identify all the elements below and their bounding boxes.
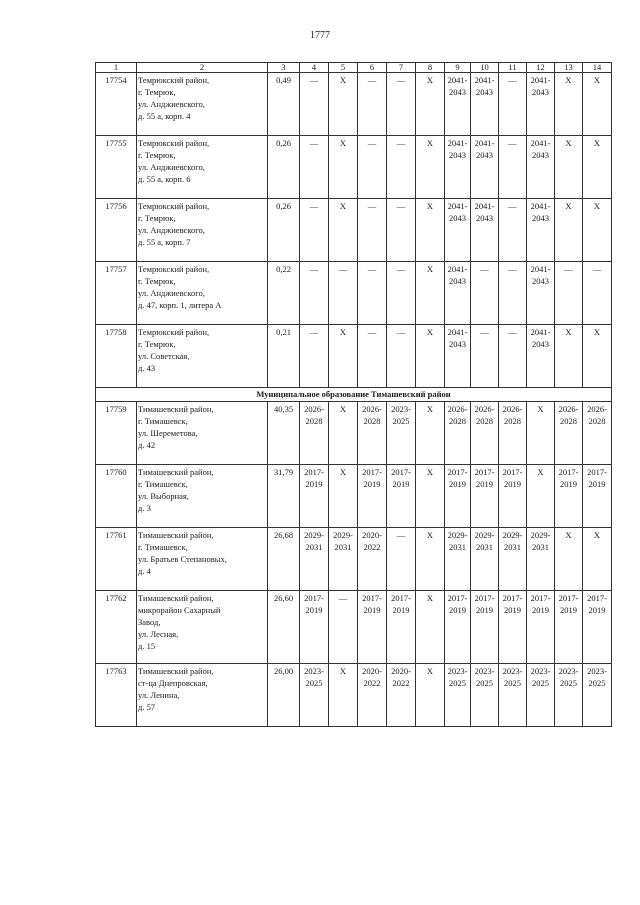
value-cell: — [499,262,527,325]
area-cell: 31,79 [268,465,300,528]
value-cell: — [387,325,416,388]
value-cell: 2017-2019 [471,465,499,528]
address-line: ул. Выборная, [138,491,189,501]
address-line: д. 15 [138,641,156,651]
column-header: 1 [96,63,137,73]
value-cell: 2017-2019 [445,591,471,664]
address-line: ул. Анджиевского, [138,99,205,109]
value-cell: 2017-2019 [471,591,499,664]
column-header: 10 [471,63,499,73]
column-header: 9 [445,63,471,73]
value-cell: — [300,262,329,325]
row-number: 17763 [96,664,137,727]
address-line: г. Тимашевск, [138,542,188,552]
value-cell: X [583,136,612,199]
row-number: 17762 [96,591,137,664]
value-cell: — [387,199,416,262]
column-header: 13 [555,63,583,73]
address-line: г. Тимашевск, [138,416,188,426]
value-cell: X [416,591,445,664]
value-cell: X [329,325,358,388]
section-row [96,388,612,402]
value-cell: 2026-2028 [358,402,387,465]
address-cell [137,465,268,528]
address-line: д. 47, корп. 1, литера А [138,300,222,310]
address-line: ул. Шереметова, [138,428,198,438]
address-line: Тимашевский район, [138,530,214,540]
value-cell: — [387,73,416,136]
value-cell: X [329,199,358,262]
address-cell [137,325,268,388]
value-cell: 2023-2025 [300,664,329,727]
row-number: 17756 [96,199,137,262]
table-row [96,664,612,727]
value-cell: — [358,136,387,199]
value-cell: X [555,73,583,136]
address-line: Тимашевский район, [138,404,214,414]
address-line: г. Темрюк, [138,150,176,160]
register-table [95,62,612,727]
column-header: 8 [416,63,445,73]
value-cell: X [583,528,612,591]
value-cell: — [300,325,329,388]
value-cell: X [555,325,583,388]
address-line: микрорайон Сахарный [138,605,221,615]
address-cell [137,528,268,591]
address-line: г. Темрюк, [138,339,176,349]
value-cell: X [555,136,583,199]
area-cell: 26,00 [268,664,300,727]
value-cell: — [499,136,527,199]
row-number: 17760 [96,465,137,528]
address-line: г. Темрюк, [138,276,176,286]
value-cell: 2017-2019 [387,465,416,528]
address-line: ул. Советская, [138,351,190,361]
address-cell [137,664,268,727]
value-cell: X [583,73,612,136]
address-line: д. 55 а, корп. 7 [138,237,191,247]
table-row [96,402,612,465]
value-cell: 2041-2043 [445,136,471,199]
value-cell: X [416,262,445,325]
value-cell: X [555,528,583,591]
value-cell: X [416,136,445,199]
value-cell: 2041-2043 [445,325,471,388]
area-cell: 40,35 [268,402,300,465]
value-cell: X [416,199,445,262]
address-line: Темрюкский район, [138,75,210,85]
value-cell: — [387,262,416,325]
value-cell: 2029-2031 [300,528,329,591]
address-cell [137,402,268,465]
table-row [96,465,612,528]
value-cell: 2041-2043 [471,136,499,199]
address-line: д. 55 а, корп. 6 [138,174,191,184]
value-cell: — [499,73,527,136]
table-row [96,262,612,325]
value-cell: X [329,664,358,727]
value-cell: X [329,402,358,465]
column-number-row [96,63,612,73]
area-cell: 0,26 [268,199,300,262]
value-cell: 2029-2031 [527,528,555,591]
value-cell: 2017-2019 [358,465,387,528]
value-cell: 2041-2043 [527,325,555,388]
address-line: д. 3 [138,503,151,513]
area-cell: 26,68 [268,528,300,591]
column-header: 6 [358,63,387,73]
value-cell: X [583,199,612,262]
address-line: ул. Ленина, [138,690,180,700]
row-number: 17754 [96,73,137,136]
value-cell: 2026-2028 [445,402,471,465]
value-cell: — [387,528,416,591]
value-cell: X [329,465,358,528]
value-cell: — [387,136,416,199]
value-cell: X [329,136,358,199]
value-cell: 2017-2019 [499,591,527,664]
value-cell: X [416,325,445,388]
address-line: Завод, [138,617,161,627]
address-line: г. Темрюк, [138,87,176,97]
value-cell: 2041-2043 [445,262,471,325]
value-cell: — [358,199,387,262]
value-cell: 2017-2019 [300,465,329,528]
value-cell: — [358,73,387,136]
value-cell: 2023-2025 [555,664,583,727]
value-cell: 2041-2043 [527,199,555,262]
value-cell: 2017-2019 [583,465,612,528]
value-cell: X [555,199,583,262]
value-cell: 2029-2031 [499,528,527,591]
column-header: 4 [300,63,329,73]
area-cell: 0,49 [268,73,300,136]
column-header: 14 [583,63,612,73]
value-cell: 2026-2028 [471,402,499,465]
address-line: Темрюкский район, [138,327,210,337]
value-cell: X [416,402,445,465]
page-number: 1777 [310,30,330,41]
address-cell [137,136,268,199]
value-cell: 2017-2019 [555,465,583,528]
section-title: Муниципальное образование Тимашевский район [96,388,612,402]
column-header: 3 [268,63,300,73]
address-line: Тимашевский район, [138,666,214,676]
address-line: Тимашевский район, [138,467,214,477]
value-cell: X [416,465,445,528]
row-number: 17757 [96,262,137,325]
address-cell [137,591,268,664]
table-row [96,73,612,136]
address-cell [137,199,268,262]
value-cell: — [471,262,499,325]
value-cell: 2026-2028 [300,402,329,465]
address-line: ул. Анджиевского, [138,162,205,172]
table-row [96,591,612,664]
area-cell: 26,60 [268,591,300,664]
value-cell: 2017-2019 [445,465,471,528]
value-cell: 2041-2043 [527,136,555,199]
address-line: д. 43 [138,363,156,373]
value-cell: 2017-2019 [583,591,612,664]
value-cell: 2023-2025 [387,402,416,465]
table-row [96,528,612,591]
address-line: Темрюкский район, [138,201,210,211]
address-line: ул. Братьев Степановых, [138,554,227,564]
address-line: ст-ца Днепровская, [138,678,208,688]
value-cell: 2023-2025 [583,664,612,727]
value-cell: X [416,528,445,591]
row-number: 17761 [96,528,137,591]
row-number: 17755 [96,136,137,199]
value-cell: 2023-2025 [445,664,471,727]
table-row [96,325,612,388]
value-cell: — [329,591,358,664]
address-line: г. Тимашевск, [138,479,188,489]
address-line: д. 57 [138,702,156,712]
value-cell: — [300,199,329,262]
table-row [96,199,612,262]
value-cell: 2029-2031 [471,528,499,591]
column-header: 12 [527,63,555,73]
address-cell [137,262,268,325]
value-cell: 2017-2019 [300,591,329,664]
value-cell: 2026-2028 [555,402,583,465]
value-cell: — [499,199,527,262]
value-cell: 2029-2031 [445,528,471,591]
value-cell: — [583,262,612,325]
value-cell: 2041-2043 [527,262,555,325]
address-line: ул. Лесная, [138,629,179,639]
column-header: 11 [499,63,527,73]
address-cell [137,73,268,136]
address-line: д. 4 [138,566,151,576]
area-cell: 0,21 [268,325,300,388]
value-cell: — [300,73,329,136]
value-cell: 2023-2025 [471,664,499,727]
value-cell: — [499,325,527,388]
value-cell: 2041-2043 [527,73,555,136]
address-line: Темрюкский район, [138,264,210,274]
value-cell: 2017-2019 [555,591,583,664]
value-cell: — [471,325,499,388]
value-cell: 2020-2022 [358,664,387,727]
value-cell: 2041-2043 [445,199,471,262]
value-cell: — [358,325,387,388]
address-line: Тимашевский район, [138,593,214,603]
address-line: ул. Анджиевского, [138,288,205,298]
column-header: 2 [137,63,268,73]
value-cell: X [583,325,612,388]
value-cell: 2020-2022 [387,664,416,727]
value-cell: 2020-2022 [358,528,387,591]
area-cell: 0,22 [268,262,300,325]
value-cell: 2029-2031 [329,528,358,591]
column-header: 5 [329,63,358,73]
value-cell: — [329,262,358,325]
area-cell: 0,26 [268,136,300,199]
value-cell: 2041-2043 [471,199,499,262]
value-cell: 2023-2025 [527,664,555,727]
column-header: 7 [387,63,416,73]
value-cell: X [329,73,358,136]
value-cell: X [527,402,555,465]
value-cell: X [527,465,555,528]
value-cell: 2017-2019 [387,591,416,664]
address-line: г. Темрюк, [138,213,176,223]
value-cell: 2041-2043 [471,73,499,136]
value-cell: 2017-2019 [499,465,527,528]
value-cell: X [416,664,445,727]
value-cell: 2017-2019 [527,591,555,664]
value-cell: 2041-2043 [445,73,471,136]
address-line: д. 42 [138,440,156,450]
row-number: 17759 [96,402,137,465]
table-row [96,136,612,199]
value-cell: — [555,262,583,325]
address-line: Темрюкский район, [138,138,210,148]
value-cell: 2026-2028 [499,402,527,465]
value-cell: 2026-2028 [583,402,612,465]
value-cell: X [416,73,445,136]
value-cell: 2017-2019 [358,591,387,664]
address-line: ул. Анджиевского, [138,225,205,235]
value-cell: — [358,262,387,325]
value-cell: — [300,136,329,199]
value-cell: 2023-2025 [499,664,527,727]
row-number: 17758 [96,325,137,388]
address-line: д. 55 а, корп. 4 [138,111,191,121]
